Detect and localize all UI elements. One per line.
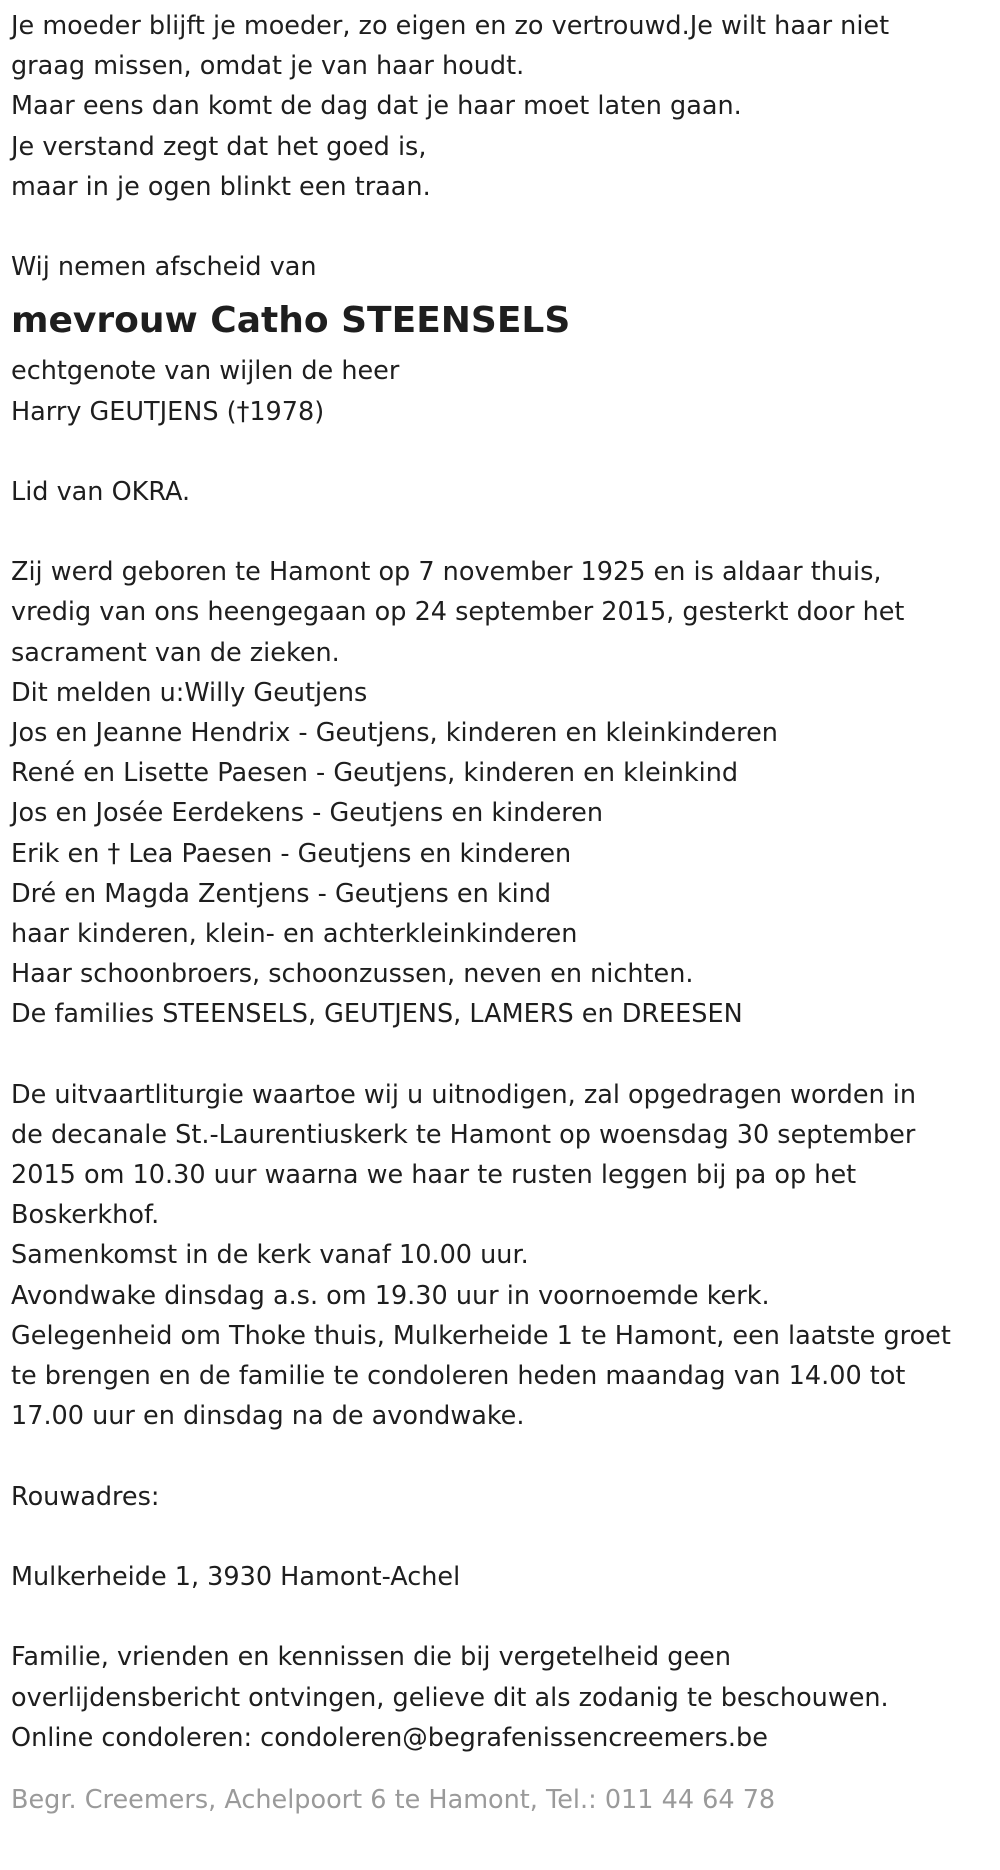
- poem-line: Je moeder blijft je moeder, zo eigen en zo vertrouwd.Je wilt haar niet: [11, 11, 890, 41]
- mourning-address: Mulkerheide 1, 3930 Hamont-Achel: [11, 1561, 461, 1592]
- family-line: De families STEENSELS, GEUTJENS, LAMERS en DREESEN: [11, 999, 743, 1030]
- closing-line: Familie, vrienden en kennissen die bij vergetelheid geen: [11, 1642, 731, 1673]
- poem-line: Je verstand zegt dat het goed is,: [11, 131, 427, 162]
- birth-death-line: vredig van ons heengegaan op 24 september 2015, gesterkt door het: [11, 597, 905, 628]
- spacer: [11, 512, 1000, 552]
- spouse-info: [11, 351, 1000, 431]
- family-line: Haar schoonbroers, schoonzussen, neven en nichten.: [11, 959, 694, 990]
- ceremony-line: De uitvaartliturgie waartoe wij u uitnodigen, zal opgedragen worden in: [11, 1079, 917, 1110]
- spouse-line: echtgenote van wijlen de heer: [11, 356, 400, 387]
- closing-note: [11, 1637, 1000, 1758]
- spacer: [11, 1035, 1000, 1075]
- family-line: Jos en Jeanne Hendrix - Geutjens, kinderen en kleinkinderen: [11, 718, 778, 748]
- ceremony-line: Avondwake dinsdag a.s. om 19.30 uur in voornoemde kerk.: [11, 1280, 770, 1311]
- birth-death-line: Zij werd geboren te Hamont op 7 november 1925 en is aldaar thuis,: [11, 557, 882, 588]
- spacer: [11, 1597, 1000, 1637]
- spouse-line: Harry GEUTJENS (†1978): [11, 396, 325, 427]
- intro-text: Wij nemen afscheid van: [11, 252, 317, 283]
- birth-death-info: [11, 552, 1000, 673]
- poem-line: Maar eens dan komt de dag dat je haar moet laten gaan.: [11, 91, 742, 122]
- family-list: [11, 673, 1000, 1035]
- ceremony-line: Boskerkhof.: [11, 1200, 160, 1231]
- ceremony-info: [11, 1075, 1000, 1437]
- family-line: Erik en † Lea Paesen - Geutjens en kinderen: [11, 838, 572, 869]
- spacer: [11, 1436, 1000, 1476]
- poem: [11, 6, 1000, 207]
- funeral-home-footer: Begr. Creemers, Achelpoort 6 te Hamont, Tel.: 011 44 64 78: [11, 1784, 776, 1815]
- family-line: haar kinderen, klein- en achterkleinkinderen: [11, 918, 578, 949]
- spacer: [11, 1517, 1000, 1557]
- spacer: [11, 207, 1000, 247]
- family-line: Jos en Josée Eerdekens - Geutjens en kinderen: [11, 798, 604, 829]
- poem-line: graag missen, omdat je van haar houdt.: [11, 51, 525, 82]
- ceremony-line: Gelegenheid om Thoke thuis, Mulkerheide 1 te Hamont, een laatste groet: [11, 1320, 951, 1351]
- address-label: Rouwadres:: [11, 1481, 160, 1512]
- poem-line: maar in je ogen blinkt een traan.: [11, 171, 431, 202]
- closing-line: Online condoleren: condoleren@begrafenissencreemers.be: [11, 1722, 768, 1753]
- ceremony-line: Samenkomst in de kerk vanaf 10.00 uur.: [11, 1240, 529, 1271]
- closing-line: overlijdensbericht ontvingen, gelieve dit als zodanig te beschouwen.: [11, 1682, 889, 1713]
- deceased-name: mevrouw Catho STEENSELS: [11, 300, 571, 342]
- ceremony-line: de decanale St.-Laurentiuskerk te Hamont op woensdag 30 september: [11, 1119, 916, 1150]
- birth-death-line: sacrament van de zieken.: [11, 637, 340, 668]
- family-line: Dré en Magda Zentjens - Geutjens en kind: [11, 878, 552, 909]
- membership-text: Lid van OKRA.: [11, 476, 191, 507]
- ceremony-line: 2015 om 10.30 uur waarna we haar te rusten leggen bij pa op het: [11, 1160, 857, 1191]
- family-line: René en Lisette Paesen - Geutjens, kinderen en kleinkind: [11, 758, 739, 789]
- spacer: [11, 432, 1000, 472]
- family-line: Dit melden u:Willy Geutjens: [11, 677, 368, 708]
- ceremony-line: 17.00 uur en dinsdag na de avondwake.: [11, 1401, 525, 1432]
- ceremony-line: te brengen en de familie te condoleren heden maandag van 14.00 tot: [11, 1361, 906, 1391]
